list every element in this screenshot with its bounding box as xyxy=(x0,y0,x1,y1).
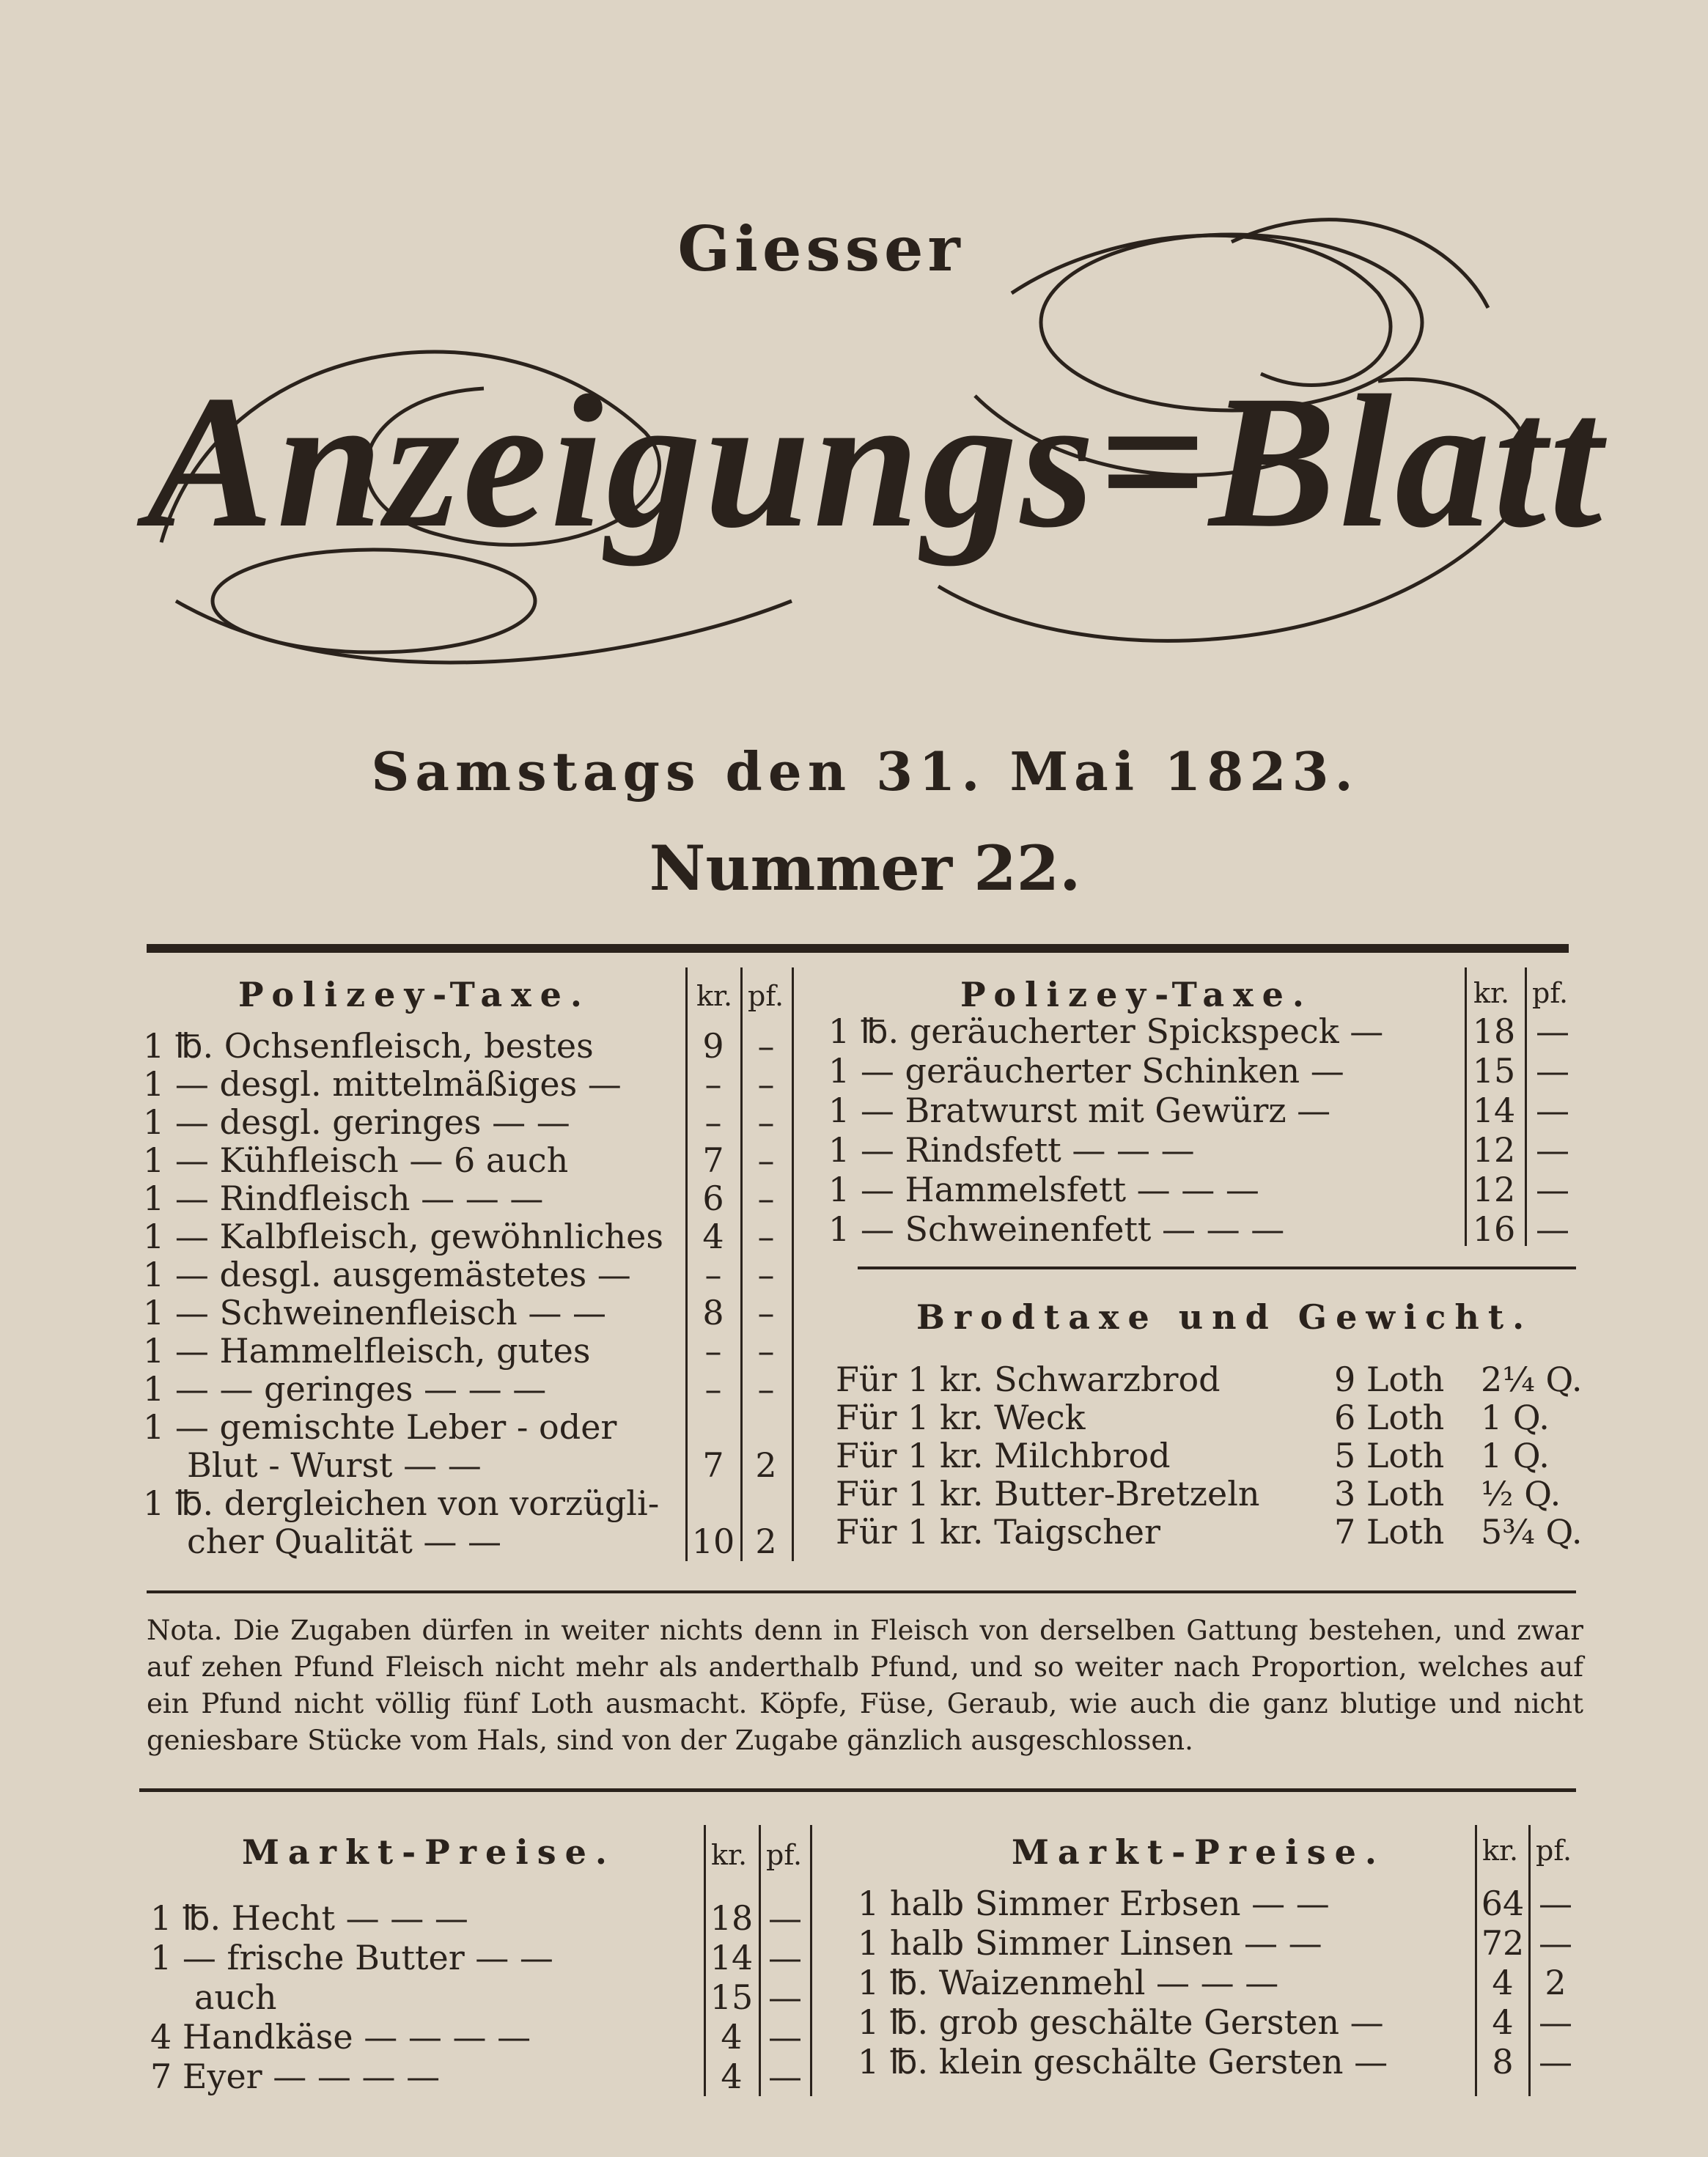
table-cell-kr: 8 xyxy=(702,1293,724,1332)
table-cell-kr: 8 xyxy=(1492,2042,1514,2082)
table-cell-kr: 15 xyxy=(710,1977,754,2017)
section-heading: Polizey-Taxe. xyxy=(238,975,591,1014)
table-cell-pf: — xyxy=(1539,2042,1572,2082)
table-cell-kr: 4 xyxy=(1492,1963,1514,2002)
section-rule xyxy=(147,1590,1576,1593)
table-cell-pf: — xyxy=(768,2057,802,2096)
table-cell-pf: 2 xyxy=(755,1445,777,1485)
table-cell-pf: — xyxy=(1536,1011,1569,1051)
table-row-label: 1 — desgl. ausgemästetes — xyxy=(143,1255,631,1294)
column-divider xyxy=(1528,1825,1531,2096)
table-cell-pf: — xyxy=(1536,1130,1569,1170)
table-cell-pf: – xyxy=(757,1255,775,1294)
table-cell-pf: — xyxy=(768,1898,802,1938)
brodtaxe-row-loth: 3 Loth xyxy=(1334,1474,1445,1513)
table-cell-kr: 7 xyxy=(702,1140,724,1180)
table-row-label: 1 ℔. Hecht — — — xyxy=(150,1898,468,1938)
table-row-label: 1 — frische Butter — — xyxy=(150,1938,553,1977)
table-row-label: 1 — Schweinenfleisch — — xyxy=(143,1293,607,1332)
brodtaxe-row-quentchen: 1 Q. xyxy=(1481,1436,1550,1475)
table-cell-pf: — xyxy=(1536,1091,1569,1130)
table-row-label: 1 — Schweinenfett — — — xyxy=(828,1209,1285,1249)
table-cell-pf: — xyxy=(1539,2002,1572,2042)
table-row-label: 1 ℔. klein geschälte Gersten — xyxy=(858,2042,1388,2082)
polizey-left-section xyxy=(143,967,803,1568)
table-cell-pf: – xyxy=(757,1179,775,1218)
table-cell-pf: – xyxy=(757,1102,775,1142)
table-cell-pf: — xyxy=(1536,1051,1569,1091)
brodtaxe-row-label: Für 1 kr. Milchbrod xyxy=(836,1436,1171,1475)
dateline: Samstags den 31. Mai 1823. xyxy=(371,740,1359,803)
table-cell-pf: – xyxy=(757,1369,775,1409)
nota-text: Nota. Die Zugaben dürfen in weiter nichts denn in Fleisch von derselben Gattung bestehen, und zwar auf zehen Pfund Fleisch nicht mehr als anderthalb Pfund, und so weiter nach Proportion, welches auf ein Pfund nicht völlig fünf Loth ausmacht. Köpfe, Füse, Geraub, wie auch die ganz blutige und nicht geniesbare Stücke vom Hals, sind von der Zugabe gänzlich ausgeschlossen. xyxy=(147,1615,1583,1756)
table-cell-kr: 72 xyxy=(1481,1923,1525,1963)
table-cell-pf: – xyxy=(757,1217,775,1256)
table-cell-pf: — xyxy=(768,2017,802,2057)
table-cell-pf: — xyxy=(1539,1923,1572,1963)
table-cell-kr: 12 xyxy=(1472,1130,1516,1170)
brodtaxe-row-quentchen: 1 Q. xyxy=(1481,1398,1550,1437)
table-cell-pf: – xyxy=(757,1026,775,1066)
table-cell-kr: 7 xyxy=(702,1445,724,1485)
section-heading: Polizey-Taxe. xyxy=(960,975,1313,1014)
table-cell-pf: — xyxy=(1536,1209,1569,1249)
brodtaxe-row-label: Für 1 kr. Weck xyxy=(836,1398,1086,1437)
table-row-label: 1 ℔. Ochsenfleisch, bestes xyxy=(143,1026,594,1066)
masthead-title: Anzeigungs=Blatt xyxy=(147,356,1605,567)
table-cell-kr: 4 xyxy=(1492,2002,1514,2042)
table-cell-pf: – xyxy=(757,1293,775,1332)
section-rule xyxy=(139,1788,1576,1792)
table-cell-kr: 10 xyxy=(691,1522,735,1561)
table-row-label: 1 ℔. Waizenmehl — — — xyxy=(858,1963,1279,2002)
masthead-rule xyxy=(147,944,1569,953)
table-row-label: 1 — Kalbfleisch, gewöhnliches xyxy=(143,1217,663,1256)
unit-kr: kr. xyxy=(711,1839,748,1871)
table-row-label: 1 — desgl. geringes — — xyxy=(143,1102,570,1142)
table-row-label: cher Qualität — — xyxy=(187,1522,502,1561)
unit-kr: kr. xyxy=(696,980,733,1012)
markt-right-section xyxy=(843,1825,1576,2103)
table-cell-kr: – xyxy=(704,1064,722,1104)
table-cell-kr: 18 xyxy=(1472,1011,1516,1051)
brodtaxe-row-label: Für 1 kr. Taigscher xyxy=(836,1512,1160,1552)
brodtaxe-row-loth: 5 Loth xyxy=(1334,1436,1445,1475)
table-cell-kr: 18 xyxy=(710,1898,754,1938)
table-cell-pf: 2 xyxy=(755,1522,777,1561)
table-cell-pf: — xyxy=(768,1938,802,1977)
table-cell-kr: 15 xyxy=(1472,1051,1516,1091)
table-cell-kr: – xyxy=(704,1255,722,1294)
brodtaxe-row-label: Für 1 kr. Butter-Bretzeln xyxy=(836,1474,1260,1513)
table-row-label: 1 — desgl. mittelmäßiges — xyxy=(143,1064,622,1104)
table-cell-pf: – xyxy=(757,1331,775,1371)
unit-pf: pf. xyxy=(748,980,784,1012)
table-cell-kr: 9 xyxy=(702,1026,724,1066)
column-divider xyxy=(1475,1825,1477,2096)
table-cell-pf: — xyxy=(1536,1170,1569,1209)
table-row-label: 1 — Hammelfleisch, gutes xyxy=(143,1331,591,1371)
column-divider xyxy=(810,1825,812,2096)
table-cell-kr: 12 xyxy=(1472,1170,1516,1209)
column-divider xyxy=(740,967,743,1561)
column-divider xyxy=(759,1825,761,2096)
brodtaxe-row-loth: 9 Loth xyxy=(1334,1360,1445,1399)
table-row-label: Blut - Wurst — — xyxy=(187,1445,482,1485)
unit-pf: pf. xyxy=(1536,1835,1572,1867)
table-cell-kr: 4 xyxy=(702,1217,724,1256)
table-row-label: 1 — — geringes — — — xyxy=(143,1369,547,1409)
table-row-label: 1 — Kühfleisch — 6 auch xyxy=(143,1140,569,1180)
table-row-label: 1 — Hammelsfett — — — xyxy=(828,1170,1259,1209)
table-cell-pf: — xyxy=(1539,1884,1572,1923)
table-row-label: 1 halb Simmer Linsen — — xyxy=(858,1923,1322,1963)
table-row-label: 1 ℔. geräucherter Spickspeck — xyxy=(828,1011,1384,1051)
table-cell-kr: 14 xyxy=(1472,1091,1516,1130)
table-row-label: 1 ℔. grob geschälte Gersten — xyxy=(858,2002,1384,2042)
brodtaxe-row-quentchen: 2¼ Q. xyxy=(1481,1360,1583,1399)
unit-pf: pf. xyxy=(766,1839,803,1871)
table-cell-pf: – xyxy=(757,1064,775,1104)
table-row-label: 1 — gemischte Leber - oder xyxy=(143,1407,617,1447)
table-row-label: 1 halb Simmer Erbsen — — xyxy=(858,1884,1330,1923)
section-heading: Brodtaxe und Gewicht. xyxy=(916,1297,1534,1337)
table-row-label: 1 — Rindfleisch — — — xyxy=(143,1179,544,1218)
table-row-label: 1 — Rindsfett — — — xyxy=(828,1130,1195,1170)
table-row-label: 4 Handkäse — — — — xyxy=(150,2017,531,2057)
column-divider xyxy=(704,1825,706,2096)
table-cell-kr: 4 xyxy=(721,2057,743,2096)
table-cell-kr: 6 xyxy=(702,1179,724,1218)
table-row-label: 1 — geräucherter Schinken — xyxy=(828,1051,1344,1091)
section-heading: Markt-Preise. xyxy=(1012,1832,1385,1872)
table-row-label: 1 ℔. dergleichen von vorzügli- xyxy=(143,1483,660,1523)
table-row-label: auch xyxy=(194,1977,277,2017)
brodtaxe-row-label: Für 1 kr. Schwarzbrod xyxy=(836,1360,1221,1399)
brodtaxe-row-quentchen: 5¾ Q. xyxy=(1481,1512,1583,1552)
table-cell-kr: 64 xyxy=(1481,1884,1525,1923)
table-cell-kr: 14 xyxy=(710,1938,754,1977)
column-divider xyxy=(792,967,794,1561)
unit-kr: kr. xyxy=(1482,1835,1519,1867)
table-cell-pf: – xyxy=(757,1140,775,1180)
section-rule xyxy=(858,1266,1576,1269)
issue-number: Nummer 22. xyxy=(649,832,1081,904)
brodtaxe-row-loth: 6 Loth xyxy=(1334,1398,1445,1437)
section-heading: Markt-Preise. xyxy=(242,1832,616,1872)
masthead-city: Giesser xyxy=(677,213,965,285)
unit-kr: kr. xyxy=(1473,977,1510,1009)
table-cell-kr: – xyxy=(704,1331,722,1371)
table-row-label: 1 — Bratwurst mit Gewürz — xyxy=(828,1091,1331,1130)
column-divider xyxy=(1465,967,1467,1246)
column-divider xyxy=(1525,967,1527,1246)
table-cell-kr: 4 xyxy=(721,2017,743,2057)
brodtaxe-section xyxy=(828,1290,1583,1554)
table-cell-pf: 2 xyxy=(1545,1963,1567,2002)
polizey-right-section xyxy=(828,967,1576,1261)
table-cell-kr: – xyxy=(704,1102,722,1142)
table-cell-kr: – xyxy=(704,1369,722,1409)
brodtaxe-row-quentchen: ½ Q. xyxy=(1481,1474,1561,1513)
table-cell-pf: — xyxy=(768,1977,802,2017)
column-divider xyxy=(685,967,688,1561)
unit-pf: pf. xyxy=(1532,977,1569,1009)
brodtaxe-row-loth: 7 Loth xyxy=(1334,1512,1445,1552)
table-cell-kr: 16 xyxy=(1472,1209,1516,1249)
table-row-label: 7 Eyer — — — — xyxy=(150,2057,441,2096)
markt-left-section xyxy=(150,1825,825,2103)
